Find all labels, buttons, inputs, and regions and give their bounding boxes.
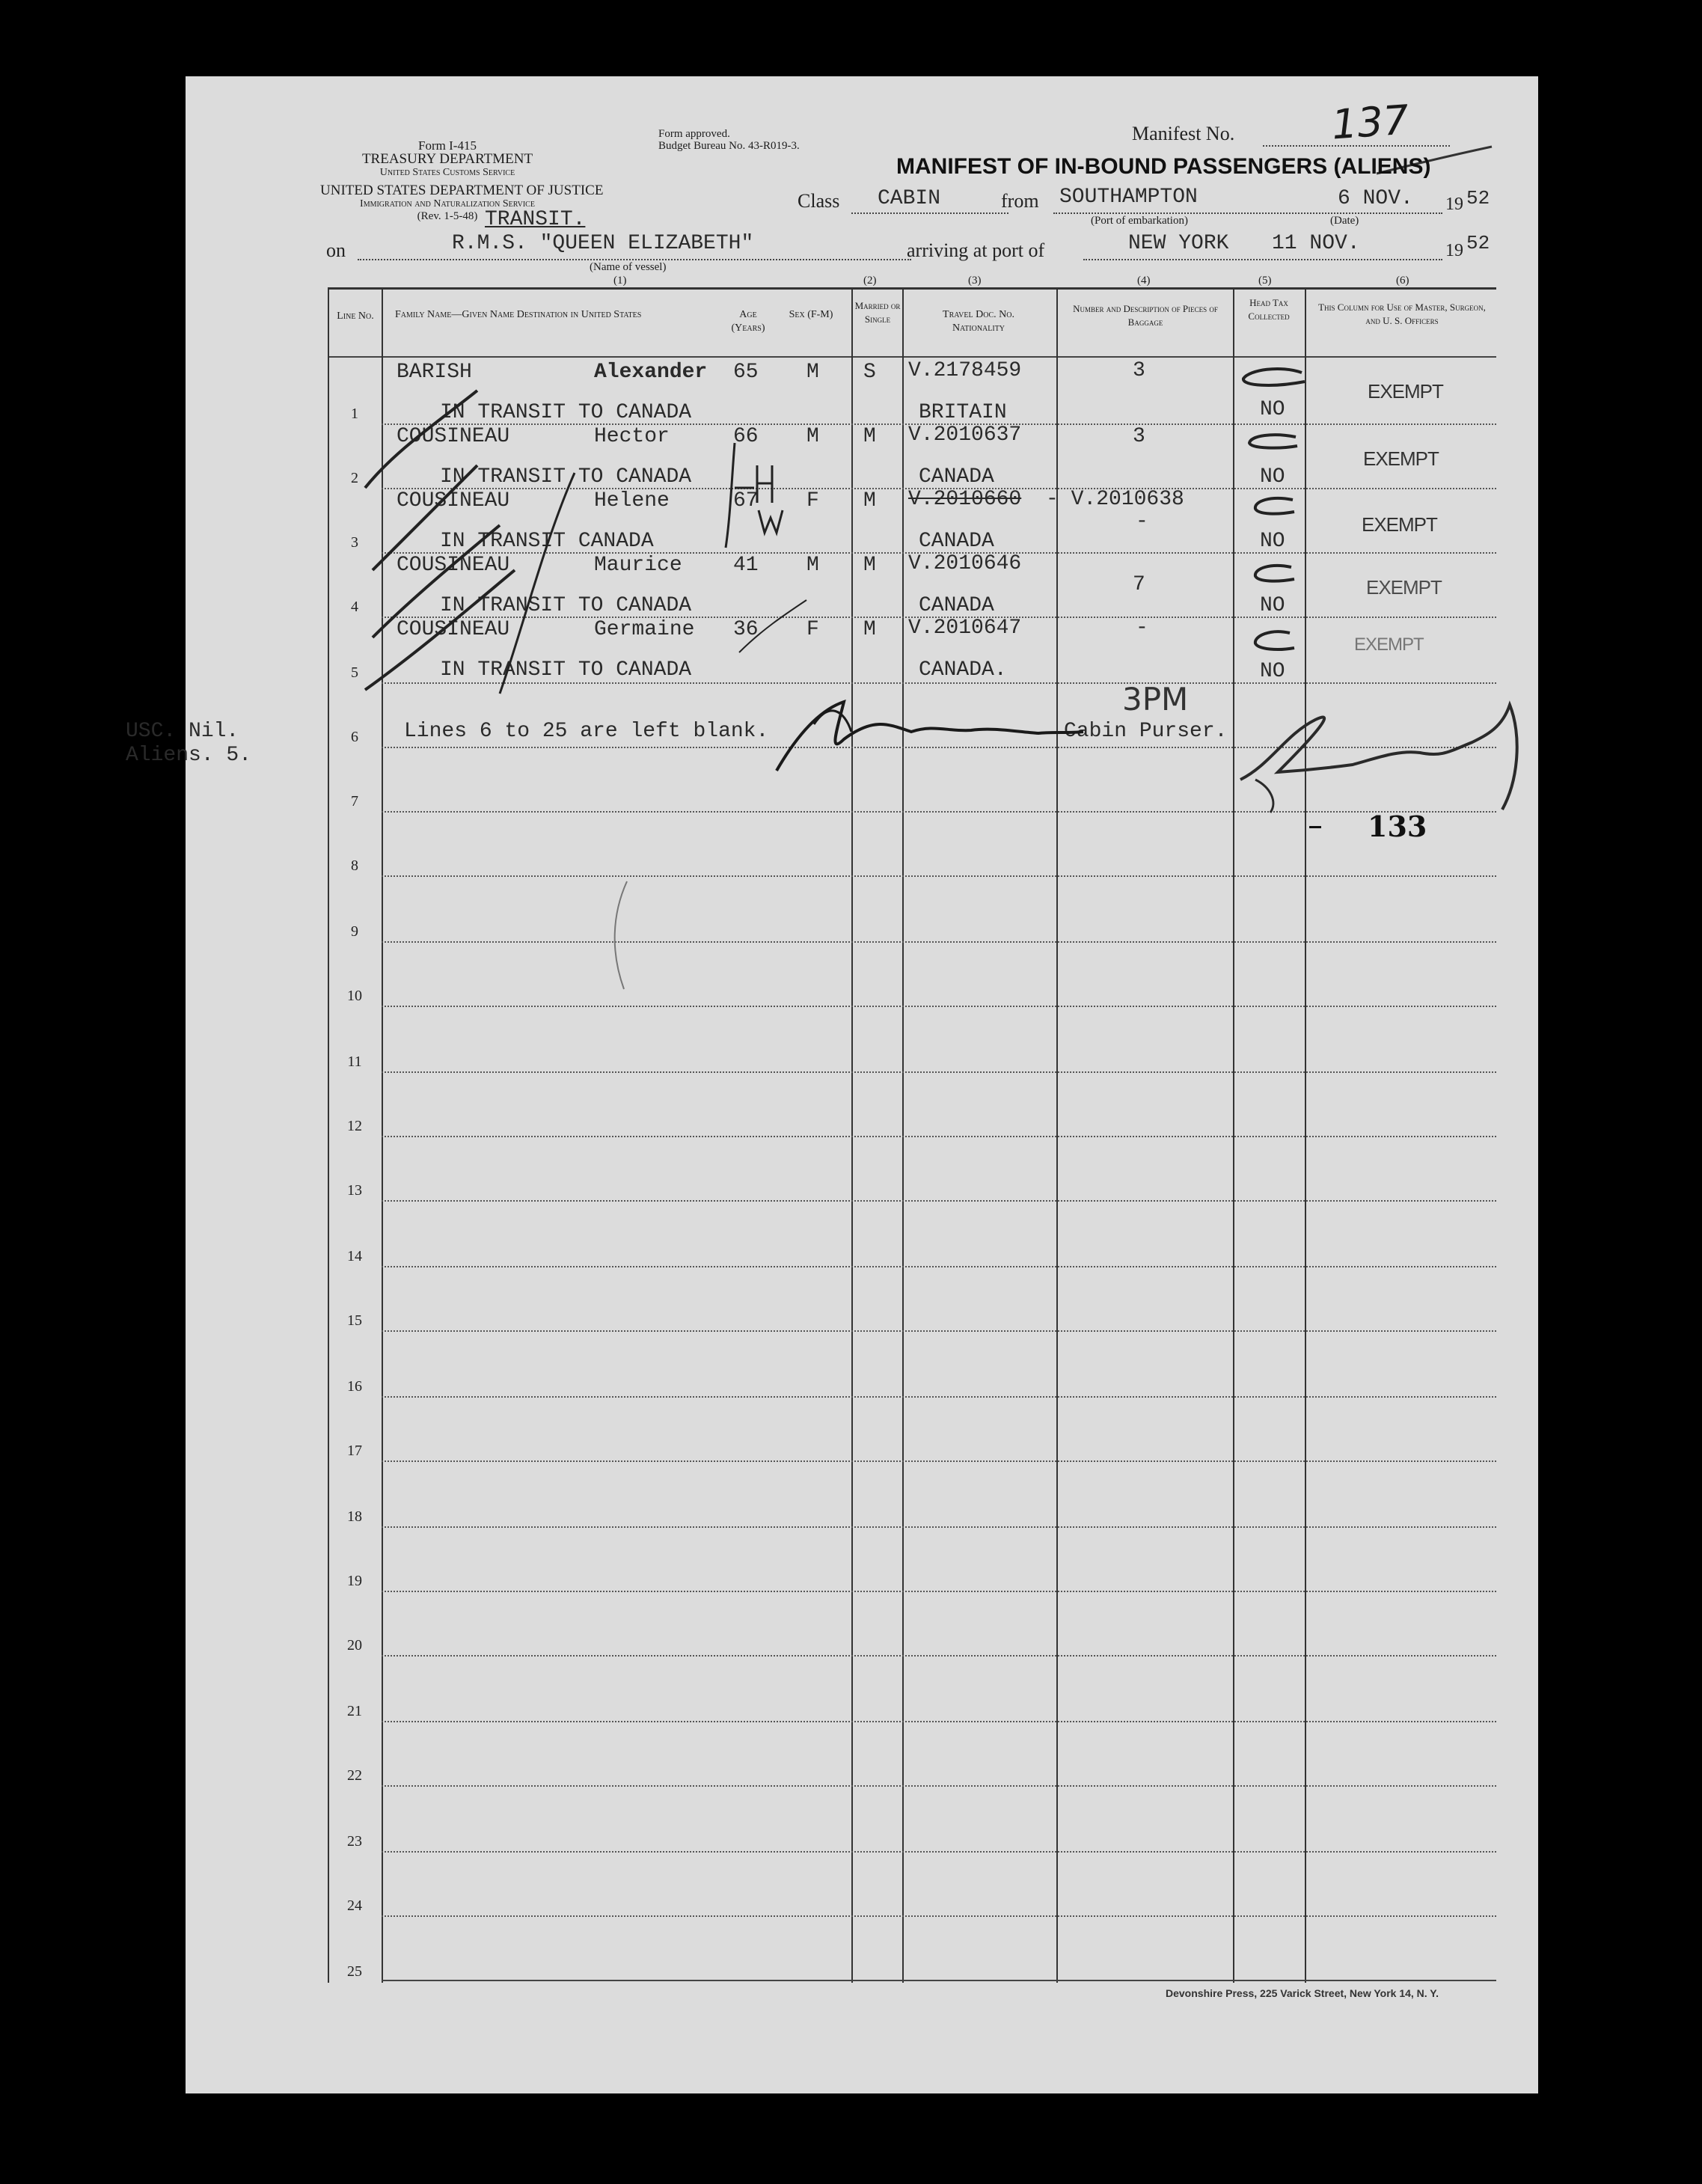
passenger-destination: IN TRANSIT TO CANADA [440,465,692,489]
row-line [382,1136,1496,1137]
passenger-doc-correction: - V.2010638 [1046,488,1184,511]
passenger-given-name: Germaine [594,618,695,641]
line-number: 11 [347,1053,362,1070]
passenger-age: 66 [733,425,759,448]
form-number: Form I-415 [418,138,477,153]
passenger-head-tax: NO [1260,660,1285,683]
handwritten-strokes [350,361,679,697]
arrival-line [1083,259,1442,260]
checkmark-icon [1248,563,1300,588]
passenger-family-name: COUSINEAU [397,489,510,513]
treasury-dept: TREASURY DEPARTMENT [361,151,533,167]
passenger-nationality: CANADA [919,465,994,489]
row-line [382,1006,1496,1007]
line-number: 7 [351,793,358,810]
embark-date: 6 NOV. [1338,187,1413,210]
line-number: 24 [347,1897,362,1914]
passenger-marital: S [863,361,876,384]
passenger-doc: V.2010647 [908,617,1022,640]
col-header-head-tax: Head Tax Collected [1248,297,1290,322]
page-count-dash [1309,826,1321,828]
line-number: 10 [347,988,362,1004]
passenger-sex: M [806,425,819,448]
col-header-baggage: Number and Description of Pieces of Baggage [1073,303,1218,328]
col-header-lineno: Line No. [337,311,374,322]
col-divider-baggage [1056,287,1058,1983]
passenger-destination: IN TRANSIT TO CANADA [440,658,692,682]
officer-stamp: EXEMPT [1368,380,1443,403]
vessel-name: R.M.S. "QUEEN ELIZABETH" [452,232,754,255]
passenger-baggage: - [1136,617,1148,640]
from-value: SOUTHAMPTON [1059,186,1198,209]
manifest-page [126,76,1538,2093]
transit-note: TRANSIT. [485,208,586,231]
col-divider-married [851,287,853,1983]
passenger-marital: M [863,618,876,641]
customs-service: United States Customs Service [379,167,515,178]
passenger-given-name: Hector [594,425,670,448]
arrival-year-prefix: 19 [1445,241,1463,260]
row-line [382,1200,1496,1202]
arrival-year: 52 [1466,232,1490,254]
officer-signature [1225,690,1540,817]
line-number: 22 [347,1767,362,1784]
line-number: 9 [351,923,358,940]
row-line [382,1396,1496,1398]
col-header-sex: Sex (F-M) [789,309,833,320]
line-number: 25 [347,1963,362,1980]
passenger-age: 36 [733,618,759,641]
colnum-2: (2) [863,275,877,287]
passenger-destination: IN TRANSIT CANADA [440,530,654,553]
aliens-count: Aliens. 5. [126,744,252,767]
passenger-marital: M [863,554,876,577]
passenger-destination: IN TRANSIT TO CANADA [440,594,692,617]
table-left-border [328,287,329,1983]
col-header-travel-doc: Travel Doc. No. Nationality [943,309,1014,334]
printer-imprint: Devonshire Press, 225 Varick Street, New York 14, N. Y. [1166,1987,1439,1999]
passenger-age: 67 [733,489,759,513]
line-number: 5 [351,664,358,681]
year-prefix: 19 [1445,195,1463,214]
ins-service: Immigration and Naturalization Service [360,198,535,209]
passenger-head-tax: NO [1260,594,1285,617]
arriving-label: arriving at port of [907,239,1045,261]
colnum-4: (4) [1137,275,1151,287]
passenger-family-name: COUSINEAU [397,618,510,641]
col-header-name: Family Name—Given Name Destination in United States [395,309,642,320]
budget-bureau: Budget Bureau No. 43-R019-3. [658,140,800,152]
officer-stamp: EXEMPT [1366,576,1442,599]
row-line [382,1071,1496,1073]
line-number: 16 [347,1378,362,1395]
row-line [382,941,1496,943]
passenger-given-name: Alexander [594,361,708,384]
passenger-sex: M [806,361,819,384]
passenger-nationality: CANADA. [919,658,1007,682]
row-line [382,1460,1496,1462]
passenger-head-tax: NO [1260,530,1285,553]
line-number: 2 [351,470,358,486]
passenger-marital: M [863,489,876,513]
col-divider-doc [902,287,904,1983]
line-number: 18 [347,1508,362,1525]
class-line [851,212,1008,214]
row-line [382,1591,1496,1592]
row-line [382,1915,1496,1917]
checkmark-icon [1236,365,1308,395]
usc-nil: USC. Nil. [126,720,239,743]
officer-stamp: EXEMPT [1363,447,1439,470]
table-top-border [328,287,1496,290]
annotation-3pm: 3PM [1122,681,1189,718]
form-approved: Form approved. [658,128,730,140]
passenger-family-name: COUSINEAU [397,554,510,577]
pencil-mark [604,877,634,997]
handwritten-annotation [709,435,814,660]
line-number: 19 [347,1573,362,1589]
line-number: 12 [347,1118,362,1134]
from-label: from [1001,190,1039,212]
col-header-age: Age (Years) [731,309,765,334]
passenger-head-tax: NO [1260,465,1285,489]
row-line [382,1851,1496,1853]
date-caption: (Date) [1330,215,1359,227]
col-divider-tax [1233,287,1234,1983]
row-line [382,1721,1496,1722]
passenger-age: 65 [733,361,759,384]
passenger-sex: F [806,618,819,641]
line-number: 1 [351,406,358,422]
colnum-3: (3) [968,275,982,287]
row-line [382,1330,1496,1332]
revision: (Rev. 1-5-48) [417,210,478,222]
cabin-purser: Cabin Purser. [1064,720,1228,743]
year-value: 52 [1466,187,1490,209]
col-divider-officers [1305,287,1306,1983]
passenger-age: 41 [733,554,759,577]
table-header-bottom [328,356,1496,358]
arrival-date: 11 NOV. [1272,232,1360,255]
passenger-nationality: CANADA [919,530,994,553]
colnum-1: (1) [613,275,627,287]
checkmark-icon [1248,495,1300,521]
manifest-title: MANIFEST OF IN-BOUND PASSENGERS (ALIENS) [896,154,1431,179]
blank-lines-note: Lines 6 to 25 are left blank. [404,720,769,743]
line-number: 4 [351,599,358,615]
passenger-baggage: 3 [1133,359,1145,382]
officer-stamp: EXEMPT [1354,634,1424,655]
checkmark-icon [1243,432,1303,455]
colnum-5: (5) [1258,275,1272,287]
passenger-sex: M [806,554,819,577]
colnum-6: (6) [1396,275,1409,287]
row-line [382,1655,1496,1657]
col-header-married: Married or Single [854,300,901,325]
class-label: Class [798,190,840,212]
page-count: 133 [1368,810,1427,843]
passenger-baggage: 3 [1133,425,1145,448]
row-line [382,1526,1496,1528]
arrival-port: NEW YORK [1128,232,1229,255]
manifest-no-label: Manifest No. [1132,123,1235,144]
line-number: 13 [347,1182,362,1199]
passenger-marital: M [863,425,876,448]
line-number: 3 [351,534,358,551]
col-header-officers: This Column for Use of Master, Surgeon, and U. S. Officers [1318,302,1486,326]
passenger-baggage: - [1136,510,1148,533]
vessel-caption: (Name of vessel) [590,261,667,273]
justice-dept: UNITED STATES DEPARTMENT OF JUSTICE [320,183,604,198]
passenger-doc: V.2010637 [908,423,1022,447]
purser-signature [769,687,1091,777]
checkmark-icon [1248,628,1300,658]
line-number: 15 [347,1312,362,1329]
passenger-family-name: BARISH [397,361,472,384]
class-value: CABIN [878,187,941,210]
passenger-doc: V.2010646 [908,552,1022,575]
line-number: 14 [347,1248,362,1264]
on-label: on [326,239,346,261]
line-number: 23 [347,1833,362,1850]
row-line [382,875,1496,877]
line-number: 6 [351,729,358,745]
port-embark-caption: (Port of embarkation) [1091,215,1188,227]
passenger-family-name: COUSINEAU [397,425,510,448]
passenger-baggage: 7 [1133,573,1145,596]
manifest-no-value: 137 [1329,96,1411,149]
passenger-sex: F [806,489,819,513]
passenger-nationality: CANADA [919,594,994,617]
table-bottom-border [382,1980,1496,1981]
line-number: 20 [347,1637,362,1654]
officer-stamp: EXEMPT [1362,513,1437,536]
line-number: 8 [351,857,358,874]
row-line [382,1785,1496,1787]
line-number: 21 [347,1703,362,1719]
passenger-doc-struck: V.2010660 [908,488,1022,511]
passenger-given-name: Helene [594,489,670,513]
passenger-doc: V.2178459 [908,359,1022,382]
passenger-head-tax: NO [1260,398,1285,421]
row-line [382,1266,1496,1267]
passenger-given-name: Maurice [594,554,682,577]
passenger-destination: IN TRANSIT TO CANADA [440,401,692,424]
passenger-nationality: BRITAIN [919,401,1007,424]
line-number: 17 [347,1443,362,1459]
